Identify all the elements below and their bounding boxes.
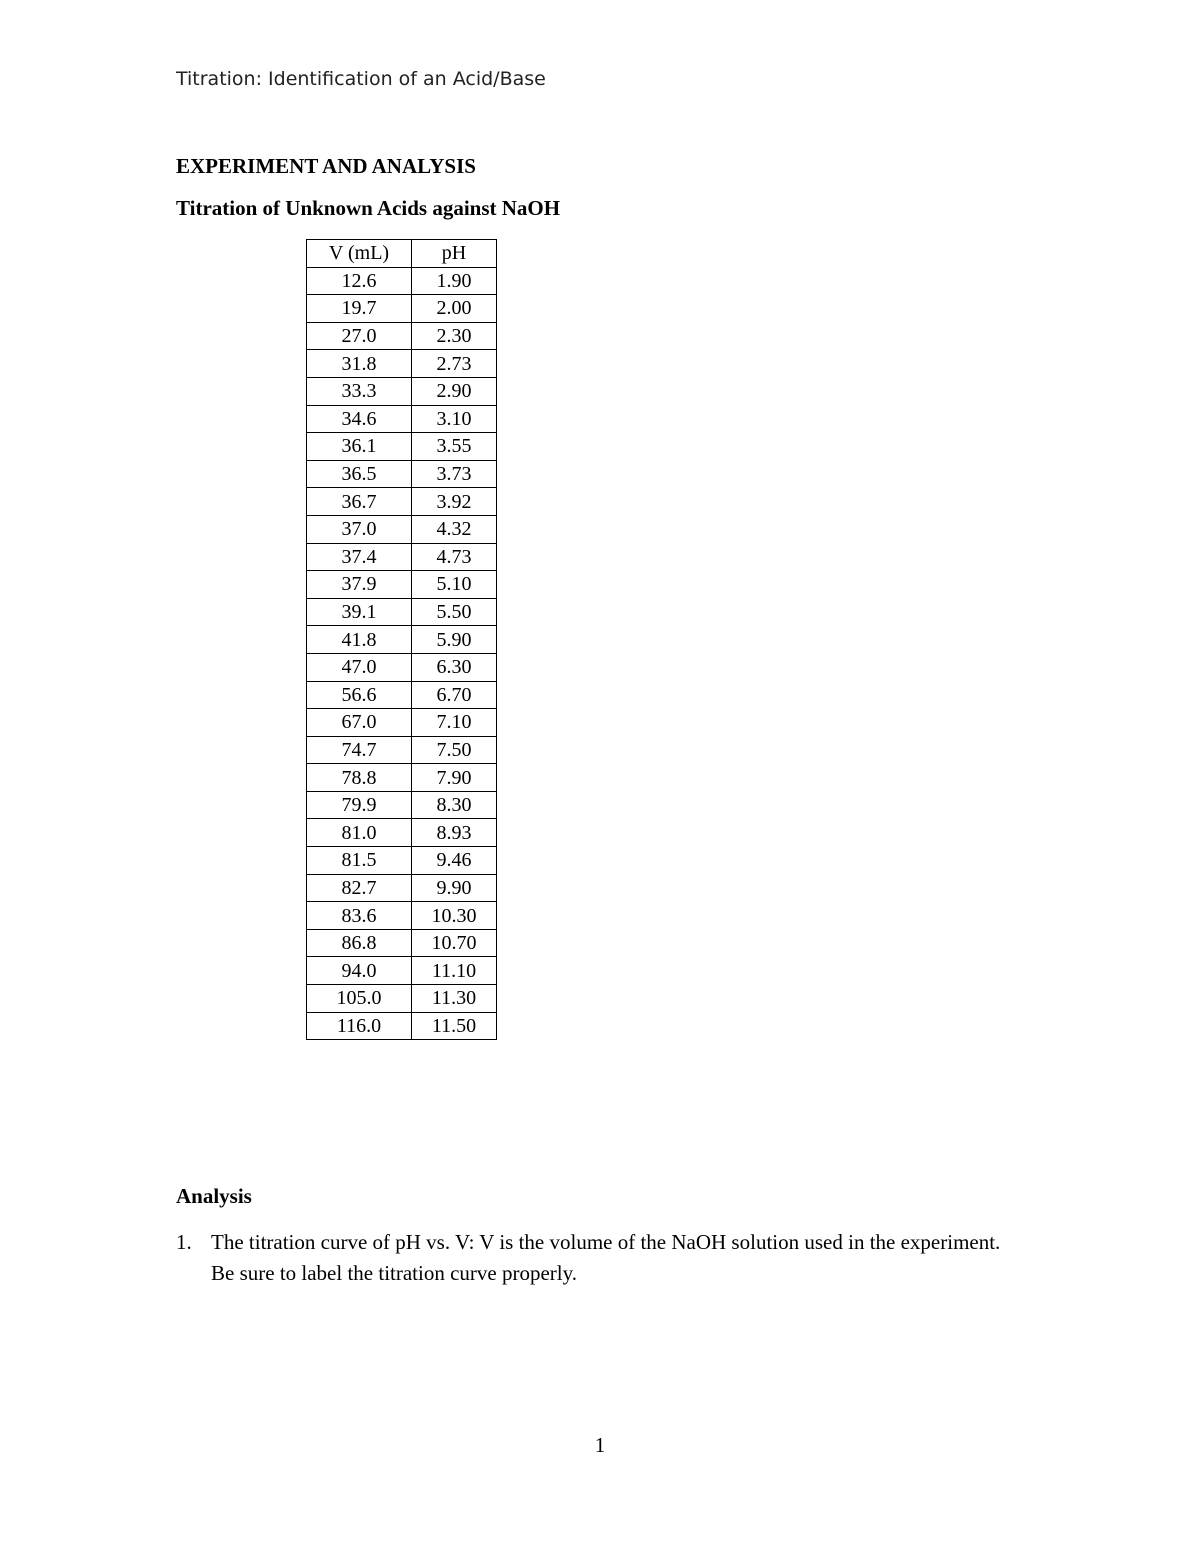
table-row [307,405,497,433]
column-header-ph: pH [412,240,497,268]
volume-cell: 86.8 [307,929,412,957]
volume-cell: 41.8 [307,626,412,654]
table-row [307,322,497,350]
volume-cell: 36.1 [307,433,412,461]
analysis-item-number: 1. [176,1230,192,1254]
volume-cell: 39.1 [307,598,412,626]
volume-cell: 33.3 [307,377,412,405]
ph-cell: 3.55 [412,433,497,461]
ph-cell: 7.10 [412,709,497,737]
volume-cell: 82.7 [307,874,412,902]
ph-cell: 11.50 [412,1012,497,1040]
table-row [307,709,497,737]
ph-cell: 4.32 [412,515,497,543]
volume-cell: 116.0 [307,1012,412,1040]
analysis-item-1 [176,1227,1006,1289]
volume-cell: 81.0 [307,819,412,847]
ph-cell: 5.50 [412,598,497,626]
volume-cell: 19.7 [307,295,412,323]
volume-cell: 94.0 [307,957,412,985]
volume-cell: 37.9 [307,571,412,599]
table-row [307,681,497,709]
table-row [307,847,497,875]
volume-cell: 47.0 [307,653,412,681]
volume-cell: 36.7 [307,488,412,516]
ph-cell: 5.90 [412,626,497,654]
ph-cell: 3.10 [412,405,497,433]
volume-cell: 83.6 [307,902,412,930]
page-number: 1 [594,1433,606,1457]
table-row [307,736,497,764]
volume-cell: 12.6 [307,267,412,295]
ph-cell: 2.73 [412,350,497,378]
ph-cell: 4.73 [412,543,497,571]
table-row [307,957,497,985]
table-row [307,764,497,792]
table-row [307,626,497,654]
ph-cell: 3.92 [412,488,497,516]
volume-cell: 34.6 [307,405,412,433]
volume-cell: 27.0 [307,322,412,350]
table-header-row [307,240,497,268]
ph-cell: 11.10 [412,957,497,985]
table-row [307,460,497,488]
volume-cell: 78.8 [307,764,412,792]
volume-cell: 36.5 [307,460,412,488]
table-row [307,598,497,626]
table-row [307,653,497,681]
ph-cell: 10.70 [412,929,497,957]
subsection-title: Titration of Unknown Acids against NaOH [176,196,561,220]
volume-cell: 37.4 [307,543,412,571]
table-row [307,515,497,543]
table-row [307,433,497,461]
volume-cell: 74.7 [307,736,412,764]
table-row [307,819,497,847]
table-body [307,267,497,1040]
table-row [307,267,497,295]
table-row [307,1012,497,1040]
table-row [307,488,497,516]
table-row [307,985,497,1013]
ph-cell: 6.30 [412,653,497,681]
analysis-heading: Analysis [176,1184,252,1208]
ph-cell: 11.30 [412,985,497,1013]
ph-cell: 2.30 [412,322,497,350]
volume-cell: 105.0 [307,985,412,1013]
volume-cell: 37.0 [307,515,412,543]
table-row [307,543,497,571]
ph-cell: 9.46 [412,847,497,875]
table-row [307,874,497,902]
ph-cell: 10.30 [412,902,497,930]
ph-cell: 8.30 [412,791,497,819]
analysis-item-text: The titration curve of pH vs. V: V is the volume of the NaOH solution used in the experiment. Be sure to label the titration curve properly. [211,1230,1001,1285]
ph-cell: 9.90 [412,874,497,902]
volume-cell: 31.8 [307,350,412,378]
ph-cell: 2.00 [412,295,497,323]
volume-cell: 67.0 [307,709,412,737]
volume-cell: 79.9 [307,791,412,819]
ph-cell: 1.90 [412,267,497,295]
volume-cell: 81.5 [307,847,412,875]
titration-data-table [306,239,497,1040]
table-row [307,929,497,957]
section-title: EXPERIMENT AND ANALYSIS [176,154,476,178]
ph-cell: 7.50 [412,736,497,764]
table-row [307,377,497,405]
table-row [307,571,497,599]
ph-cell: 8.93 [412,819,497,847]
ph-cell: 2.90 [412,377,497,405]
table-row [307,791,497,819]
table-row [307,902,497,930]
page-header: Titration: Identification of an Acid/Base [176,68,546,90]
table-row [307,350,497,378]
volume-cell: 56.6 [307,681,412,709]
table-row [307,295,497,323]
ph-cell: 3.73 [412,460,497,488]
column-header-volume: V (mL) [307,240,412,268]
ph-cell: 7.90 [412,764,497,792]
ph-cell: 6.70 [412,681,497,709]
ph-cell: 5.10 [412,571,497,599]
